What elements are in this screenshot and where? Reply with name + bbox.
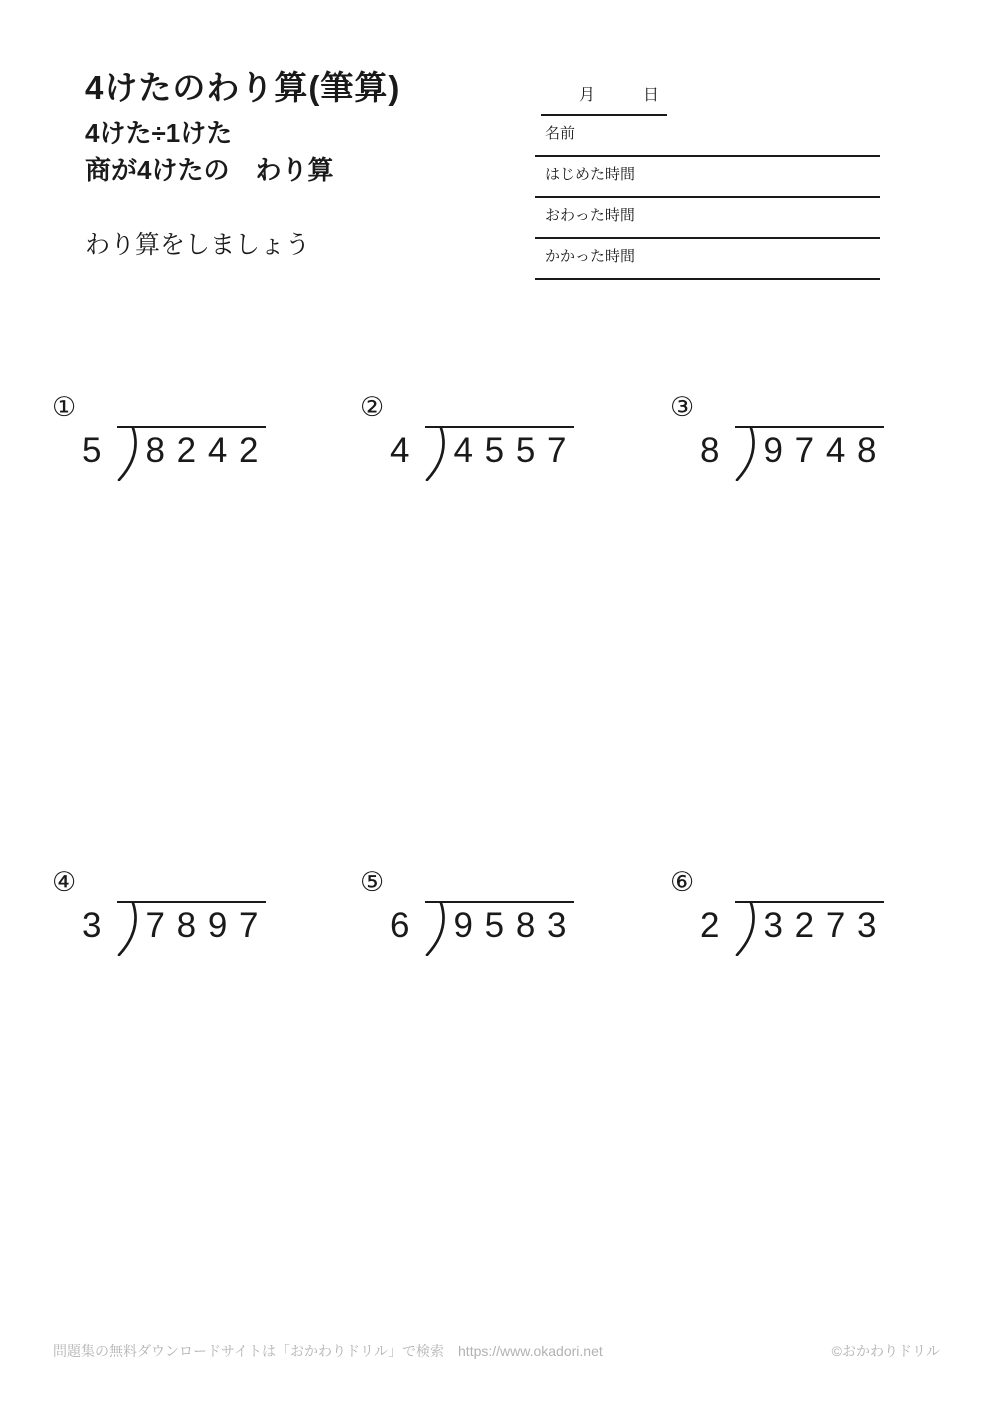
long-division	[360, 901, 574, 956]
long-division	[670, 901, 884, 956]
day-label: 日	[643, 87, 660, 104]
start-time-field-label: はじめた時間	[535, 157, 880, 198]
problem-1	[52, 394, 266, 481]
long-division	[360, 426, 574, 481]
date-row	[541, 78, 667, 116]
division-vinculum	[735, 426, 883, 481]
dividend: 8 2 4 2	[145, 431, 260, 470]
division-vinculum	[735, 901, 883, 956]
problem-number: ⑤	[360, 867, 385, 897]
problem-number: ⑥	[670, 867, 695, 897]
problem-6	[670, 869, 884, 956]
dividend: 9 7 4 8	[763, 431, 878, 470]
problem-number: ②	[360, 392, 385, 422]
division-bracket-icon	[425, 427, 449, 481]
division-bracket-icon	[735, 427, 759, 481]
problem-number: ①	[52, 392, 77, 422]
problem-2	[360, 394, 574, 481]
divisor: 3	[82, 906, 103, 945]
long-division	[670, 426, 884, 481]
page-title: 4けたのわり算(筆算)	[85, 69, 401, 106]
instruction-text: わり算をしましょう	[85, 231, 311, 259]
page-subtitle-quotient: 商が4けたの わり算	[85, 155, 334, 185]
division-bracket-icon	[425, 902, 449, 956]
dividend: 3 2 7 3	[763, 906, 878, 945]
divisor: 8	[700, 431, 721, 470]
dividend: 4 5 5 7	[453, 431, 568, 470]
page-subtitle-digits: 4けた÷1けた	[85, 118, 233, 148]
division-bracket-icon	[735, 902, 759, 956]
dividend: 7 8 9 7	[145, 906, 260, 945]
footer-site-info: 問題集の無料ダウンロードサイトは「おかわりドリル」で検索 https://www.okadori.net	[53, 1343, 603, 1359]
problem-3	[670, 394, 884, 481]
division-bracket-icon	[117, 427, 141, 481]
long-division	[52, 901, 266, 956]
elapsed-time-field-label: かかった時間	[535, 239, 880, 280]
problem-number: ④	[52, 867, 77, 897]
name-field-label: 名前	[535, 116, 880, 157]
division-bracket-icon	[117, 902, 141, 956]
divisor: 5	[82, 431, 103, 470]
division-vinculum	[425, 426, 573, 481]
divisor: 6	[390, 906, 411, 945]
problem-5	[360, 869, 574, 956]
divisor: 2	[700, 906, 721, 945]
long-division	[52, 426, 266, 481]
dividend: 9 5 8 3	[453, 906, 568, 945]
problem-number: ③	[670, 392, 695, 422]
header-form	[535, 78, 880, 280]
footer-copyright: ©おかわりドリル	[831, 1343, 940, 1359]
end-time-field-label: おわった時間	[535, 198, 880, 239]
division-vinculum	[117, 426, 265, 481]
month-label: 月	[579, 87, 596, 104]
divisor: 4	[390, 431, 411, 470]
division-vinculum	[425, 901, 573, 956]
division-vinculum	[117, 901, 265, 956]
problem-4	[52, 869, 266, 956]
